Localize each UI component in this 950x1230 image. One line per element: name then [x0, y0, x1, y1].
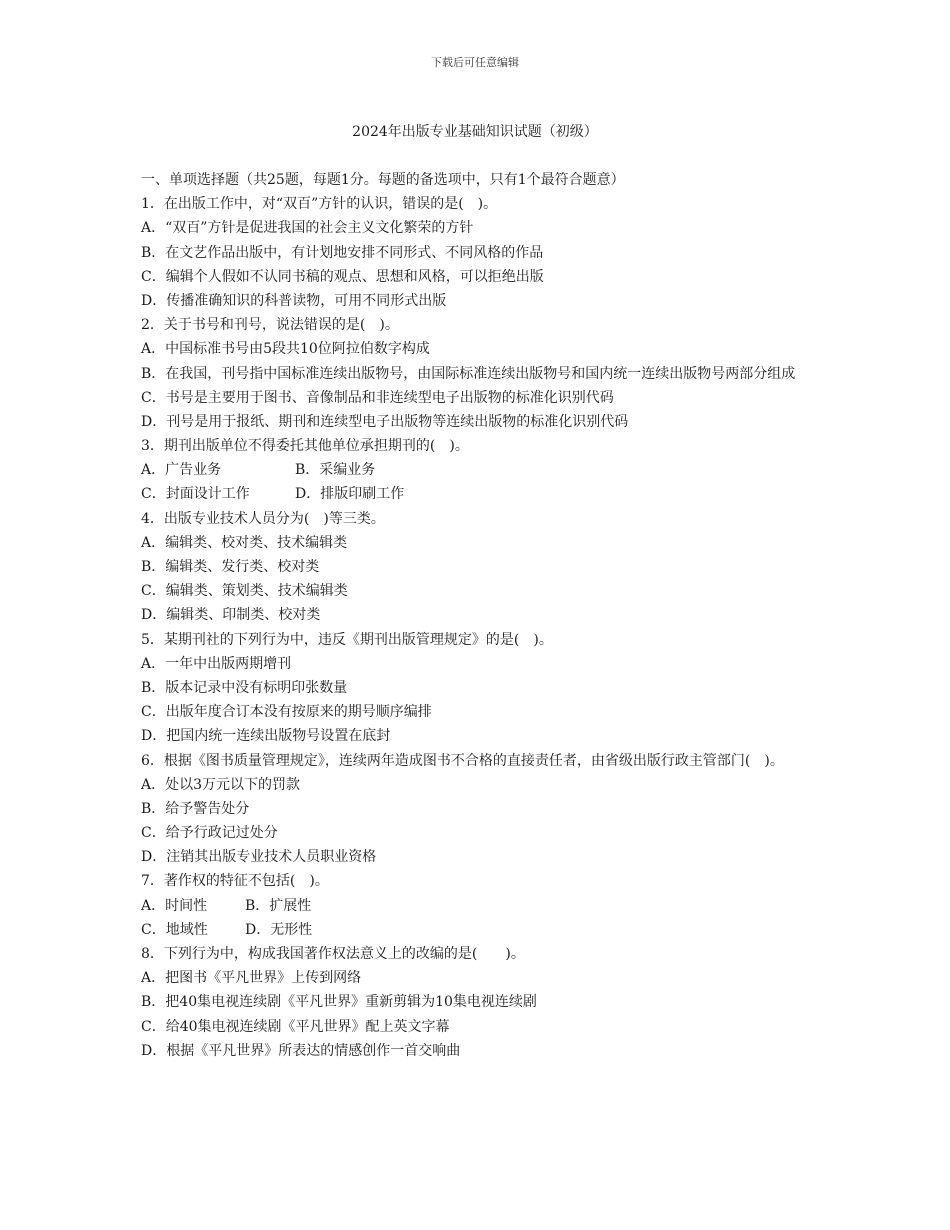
option-b: B．采编业务: [295, 462, 376, 479]
question-stem: 3．期刊出版单位不得委托其他单位承担期刊的( )。: [141, 438, 469, 455]
option-d: D．传播准确知识的科普读物，可用不同形式出版: [141, 292, 447, 309]
question-stem: 1．在出版工作中，对“双百”方针的认识，错误的是( )。: [141, 196, 498, 213]
question-6: [141, 749, 811, 870]
page-header: 下载后可任意编辑: [431, 56, 519, 69]
option-d: D．把国内统一连续出版物号设置在底封: [141, 728, 391, 745]
option-b: B．在我国，刊号指中国标准连续出版物号，由国际标准连续出版物号和国内统一连续出版物号两部分组成: [141, 365, 796, 382]
question-stem: 2．关于书号和刊号，说法错误的是( )。: [141, 317, 399, 334]
option-b: B．把40集电视连续剧《平凡世界》重新剪辑为10集电视连续剧: [141, 994, 537, 1011]
question-stem: 8．下列行为中，构成我国著作权法意义上的改编的是( )。: [141, 946, 525, 963]
question-5: [141, 628, 811, 749]
question-1: [141, 192, 811, 313]
question-stem: 7．著作权的特征不包括( )。: [141, 873, 329, 890]
question-3: [141, 434, 811, 507]
option-row: [141, 482, 811, 506]
option-a: A．时间性: [141, 897, 208, 914]
option-c: C．给40集电视连续剧《平凡世界》配上英文字幕: [141, 1018, 450, 1035]
option-c: C．编辑个人假如不认同书稿的观点、思想和风格，可以拒绝出版: [141, 268, 544, 285]
option-b: B．版本记录中没有标明印张数量: [141, 679, 348, 696]
section-heading: 一、单项选择题（共25题，每题1分。每题的备选项中，只有1个最符合题意）: [141, 172, 625, 188]
option-a: A．“双百”方针是促进我国的社会主义文化繁荣的方针: [141, 220, 474, 237]
document-body: [141, 168, 811, 1063]
option-c: C．给予行政记过处分: [141, 825, 278, 842]
option-c: C．编辑类、策划类、技术编辑类: [141, 583, 348, 600]
question-2: [141, 313, 811, 434]
option-b: B．在文艺作品出版中，有计划地安排不同形式、不同风格的作品: [141, 244, 544, 261]
question-stem: 6．根据《图书质量管理规定》，连续两年造成图书不合格的直接责任者，由省级出版行政主管部门( )。: [141, 752, 784, 769]
option-row: [141, 458, 811, 482]
option-d: D．根据《平凡世界》所表达的情感创作一首交响曲: [141, 1042, 461, 1059]
option-b: B．编辑类、发行类、校对类: [141, 559, 320, 576]
question-7: [141, 869, 811, 942]
question-stem: 4．出版专业技术人员分为( )等三类。: [141, 510, 385, 527]
option-b: B．给予警告处分: [141, 800, 250, 817]
option-d: D．无形性: [245, 921, 313, 938]
document-title: 2024年出版专业基础知识试题（初级）: [352, 124, 598, 140]
option-d: D．刊号是用于报纸、期刊和连续型电子出版物等连续出版物的标准化识别代码: [141, 413, 629, 430]
option-a: A．中国标准书号由5段共10位阿拉伯数字构成: [141, 341, 430, 358]
option-row: [141, 894, 811, 918]
option-a: A．广告业务: [141, 462, 222, 479]
option-c: C．封面设计工作: [141, 486, 250, 503]
option-a: A．把图书《平凡世界》上传到网络: [141, 970, 362, 987]
option-d: D．注销其出版专业技术人员职业资格: [141, 849, 377, 866]
option-b: B．扩展性: [245, 897, 312, 914]
question-stem: 5．某期刊社的下列行为中，违反《期刊出版管理规定》的是( )。: [141, 631, 553, 648]
question-8: [141, 942, 811, 1063]
option-a: A．处以3万元以下的罚款: [141, 776, 301, 793]
option-a: A．编辑类、校对类、技术编辑类: [141, 534, 348, 551]
option-d: D．编辑类、印制类、校对类: [141, 607, 321, 624]
question-4: [141, 507, 811, 628]
option-c: C．出版年度合订本没有按原来的期号顺序编排: [141, 704, 432, 721]
option-row: [141, 918, 811, 942]
option-c: C．书号是主要用于图书、音像制品和非连续型电子出版物的标准化识别代码: [141, 389, 614, 406]
option-a: A．一年中出版两期增刊: [141, 655, 292, 672]
option-d: D．排版印刷工作: [295, 486, 405, 503]
option-c: C．地域性: [141, 921, 208, 938]
